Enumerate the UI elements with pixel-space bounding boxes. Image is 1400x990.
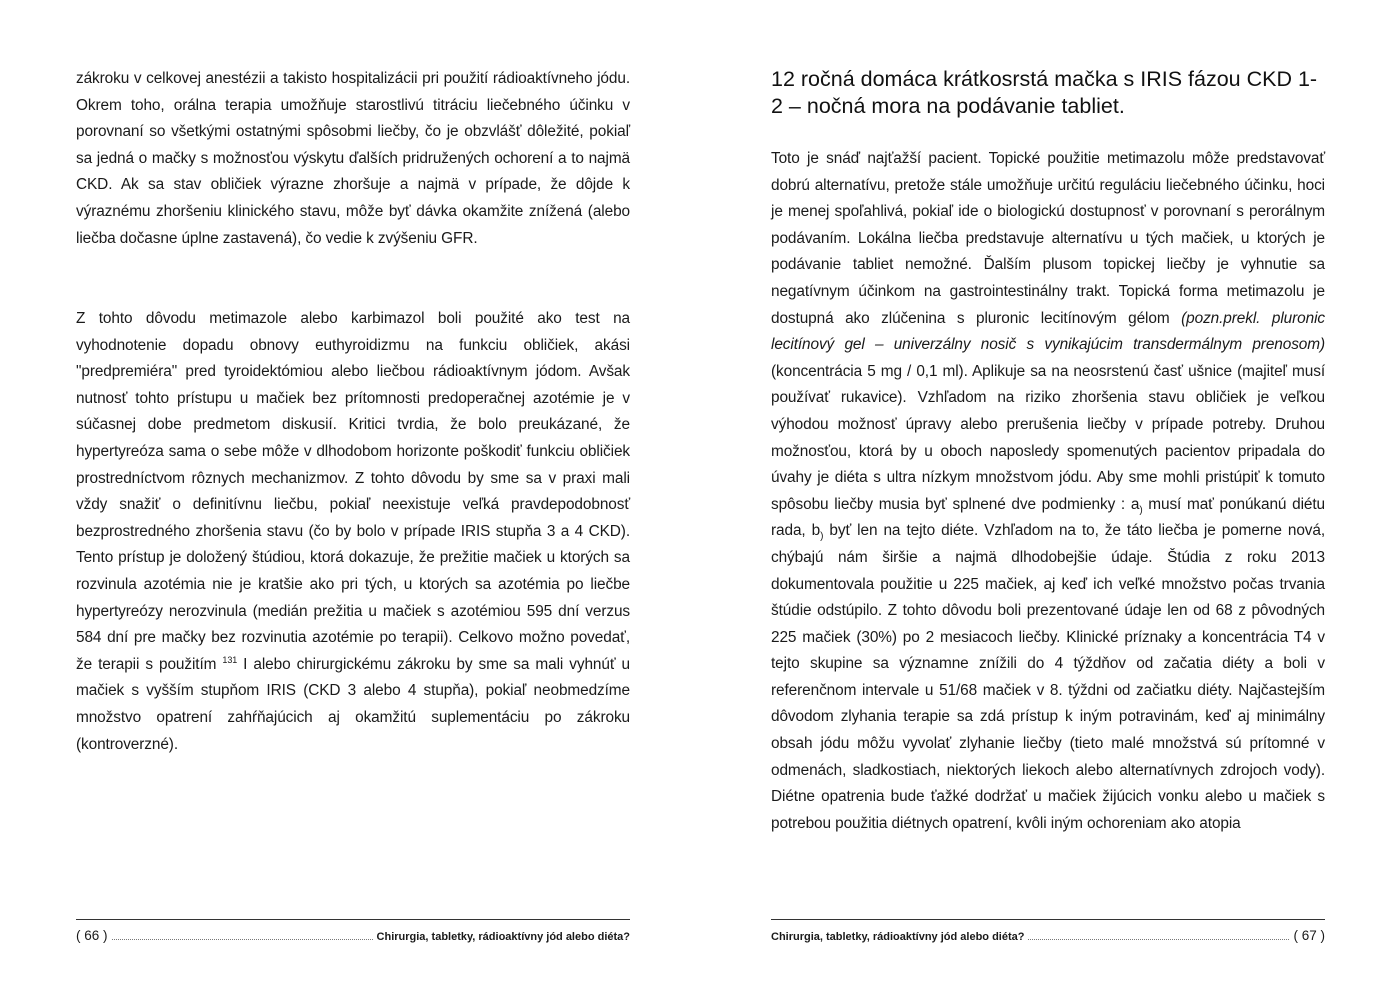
right-paragraph-text-c: musí mať ponúkanú diétu rada, b <box>771 495 1325 540</box>
left-footer <box>76 919 630 943</box>
left-paragraph-2-text-a: Z tohto dôvodu metimazole alebo karbimazol boli použité ako test na vyhodnotenie dopadu obnovy euthyroidizmu na funkciu obličiek, akási "predpremiéra" pred tyroidektómiou alebo liečbou rádioaktívnym jódom. Avšak nutnosť tohto prístupu u mačiek bez prítomnosti predoperačnej azotémie je v súčasnej dobe predmetom diskusií. Kritici tvrdia, že bolo preukázané, že hypertyreóza sama o sebe môže v dlhodobom horizonte poškodiť funkciu obličiek prostredníctvom rôznych mechanizmov. Z tohto dôvodu by sme sa v praxi mali vždy snažiť o definitívnu liečbu, pokiaľ neexistuje veľká pravdepodobnosť bezprostredného zhoršenia stavu (čo by bolo v prípade IRIS stupňa 3 a 4 CKD). Tento prístup je doložený štúdiou, ktorá dokazuje, že prežitie mačiek u ktorých sa rozvinula azotémia nie je kratšie ako pri tých, u ktorých sa azotémia po liečbe hypertyreózy nerozvinula (medián prežitia u mačiek s azotémiou 595 dní verzus 584 dní pre mačky bez rozvinutia azotémie po terapii). Celkovo možno povedať, že terapii s použitím <box>76 310 630 673</box>
section-heading: 12 ročná domáca krátkosrstá mačka s IRIS fázou CKD 1-2 – nočná mora na podávanie tabliet. <box>771 67 1318 118</box>
right-footer <box>771 919 1325 943</box>
isotope-superscript: 131 <box>222 654 238 665</box>
right-paragraph-1 <box>771 146 1325 837</box>
translator-note: (pozn.prekl. pluronic lecitínový gel – univerzálny nosič s vynikajúcim transdermálnym prenosom) <box>771 309 1325 354</box>
left-paragraph-2 <box>76 306 630 758</box>
condition-a-marker: ) <box>1139 504 1143 516</box>
right-page-number: ( 67 ) <box>1293 928 1325 943</box>
left-paragraph-2-text-b: I alebo chirurgickému zákroku by sme sa mali vyhnúť u mačiek s vyšším stupňom IRIS (CKD 3 alebo 4 stupňa), pokiaľ neobmedzíme množstvo opatrení zahŕňajúcich aj okamžitú suplementáciu po zákroku (kontroverzné). <box>76 655 630 753</box>
right-paragraph-text-b: (koncentrácia 5 mg / 0,1 ml). Aplikuje sa na neosrstenú časť ušnice (majiteľ musí používať rukavice). Vzhľadom na riziko zhoršenia stavu obličiek je veľkou výhodou možnosť úpravy alebo prerušenia liečby v prípade potreby. Druhou možnosťou, ktorá by u oboch naposledy spomenutých pacientov pripadala do úvahy je diéta s ultra nízkym množstvom jódu. Aby sme mohli pristúpiť k tomuto spôsobu liečby musia byť splnené dve podmienky : a <box>771 362 1325 513</box>
left-running-title: Chirurgia, tabletky, rádioaktívny jód alebo diéta? <box>376 931 630 943</box>
right-page <box>771 0 1325 990</box>
left-page-number: ( 66 ) <box>76 928 108 943</box>
left-page <box>76 0 630 990</box>
left-paragraph-1: zákroku v celkovej anestézii a takisto hospitalizácii pri použití rádioaktívneho jódu. Okrem toho, orálna terapia umožňuje starostlivú titráciu liečebného účinku v porovnaní so všetkými ostatnými spôsobmi liečby, čo je obzvlášť dôležité, pokiaľ sa jedná o mačky s možnosťou výskytu ďalších pridružených ochorení a to najmä CKD. Ak sa stav obličiek výrazne zhoršuje a najmä v prípade, že dôjde k výraznému zhoršeniu klinického stavu, môže byť dávka okamžite znížená (alebo liečba dočasne úplne zastavená), čo vedie k zvýšeniu GFR. <box>76 70 630 247</box>
left-footer-dot-leader <box>112 929 373 940</box>
condition-b-marker: ) <box>820 531 824 543</box>
right-footer-dot-leader <box>1028 929 1289 940</box>
right-paragraph-text-d: byť len na tejto diéte. Vzhľadom na to, že táto liečba je pomerne nová, chýbajú nám širšie a najmä dlhodobejšie údaje. Štúdia z roku 2013 dokumentovala použitie u 225 mačiek, aj keď ich veľké množstvo počas trvania štúdie odstúpilo. Z tohto dôvodu boli prezentované údaje len od 68 z pôvodných 225 mačiek (30%) po 2 mesiacoch liečby. Klinické príznaky a koncentrácia T4 v tejto skupine sa významne znížili do 4 týždňov od začatia diéty a boli v referenčnom intervale u 51/68 mačiek v 8. týždni od začiatku diéty. Najčastejším dôvodom zlyhania terapie sa zdá prístup k iným potravinám, keď aj minimálny obsah jódu môžu vyvolať zlyhanie liečby (tieto malé množstvá sú prítomné v odmenách, sladkostiach, niektorých liekoch alebo alternatívnych zdrojoch vody). Diétne opatrenia bude ťažké dodržať u mačiek žijúcich vonku alebo u mačiek s potrebou použitia diétnych opatrení, kvôli iným ochoreniam ako atopia <box>771 522 1326 832</box>
right-paragraph-text-a: Toto je snáď najťažší pacient. Topické použitie metimazolu môže predstavovať dobrú alternatívu, pretože stále umožňuje určitú reguláciu liečebného účinku, hoci je menej spoľahlivá, pokiaľ ide o biologickú dostupnosť v porovnaní s perorálnym podávaním. Lokálna liečba predstavuje alternatívu u tých mačiek, u ktorých je podávanie tabliet nemožné. Ďalším plusom topickej liečby je vyhnutie sa negatívnym účinkom na gastrointestinálny trakt. Topická forma metimazolu je dostupná ako zlúčenina s pluronic lecitínovým gélom <box>771 150 1325 327</box>
right-running-title: Chirurgia, tabletky, rádioaktívny jód alebo diéta? <box>771 931 1025 943</box>
